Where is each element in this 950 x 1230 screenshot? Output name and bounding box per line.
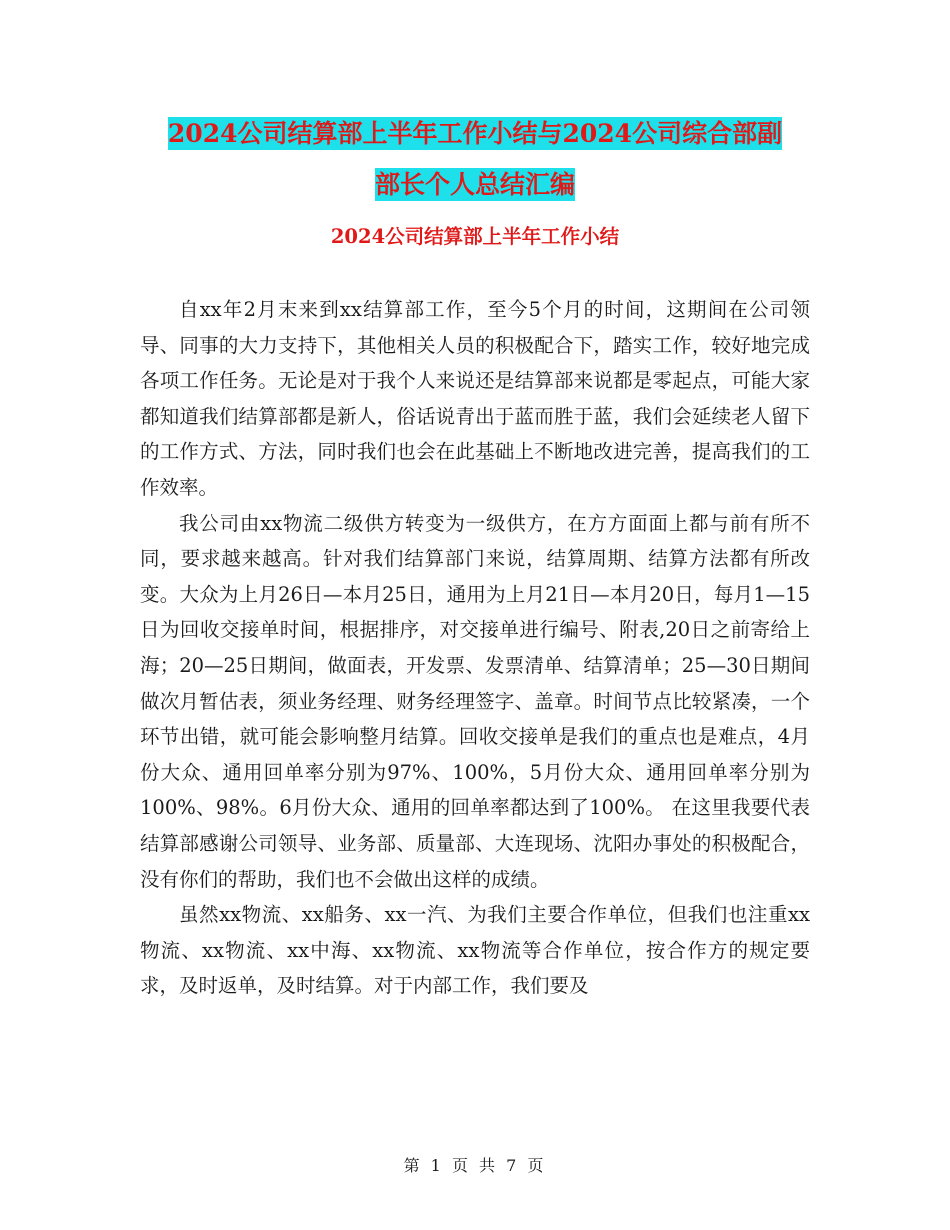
- document-title: [120, 108, 830, 210]
- paragraph-3: 虽然xx物流、xx船务、xx一汽、为我们主要合作单位，但我们也注重xx物流、xx物流、xx中海、xx物流、xx物流等合作单位，按合作方的规定要求，及时返单，及时结算。对于内部工作，我们要及: [140, 903, 810, 998]
- paragraph-2: 我公司由xx物流二级供方转变为一级供方，在方方面面上都与前有所不同，要求越来越高。针对我们结算部门来说，结算周期、结算方法都有所改变。大众为上月26日—本月25日，通用为上月21日—本月20日，每月1—15日为回收交接单时间，根据排序，对交接单进行编号、附表,20日之前寄给上海；20—25日期间，做面表，开发票、发票清单、结算清单；25—30日期间做次月暂估表，须业务经理、财务经理签字、盖章。时间节点比较紧凑，一个环节出错，就可能会影响整月结算。回收交接单是我们的重点也是难点，4月份大众、通用回单率分别为97%、100%，5月份大众、通用回单率分别为100%、98%。6月份大众、通用的回单率都达到了100%。 在这里我要代表结算部感谢公司领导、业务部、质量部、大连现场、沈阳办事处的积极配合，没有你们的帮助，我们也不会做出这样的成绩。: [140, 511, 810, 891]
- document-body: [140, 292, 810, 1004]
- section-title: 2024公司结算部上半年工作小结: [330, 225, 620, 248]
- document-title-line-1: 2024公司结算部上半年工作小结与2024公司综合部副: [167, 119, 783, 148]
- page-footer: 第 1 页 共 7 页: [403, 1156, 547, 1175]
- document-title-line-2: 部长个人总结汇编: [374, 170, 575, 199]
- paragraph-1: 自xx年2月末来到xx结算部工作，至今5个月的时间，这期间在公司领导、同事的大力支持下，其他相关人员的积极配合下，踏实工作，较好地完成各项工作任务。无论是对于我个人来说还是结算部来说都是零起点，可能大家都知道我们结算部都是新人，俗话说青出于蓝而胜于蓝，我们会延续老人留下的工作方式、方法，同时我们也会在此基础上不断地改进完善，提高我们的工作效率。: [140, 298, 810, 499]
